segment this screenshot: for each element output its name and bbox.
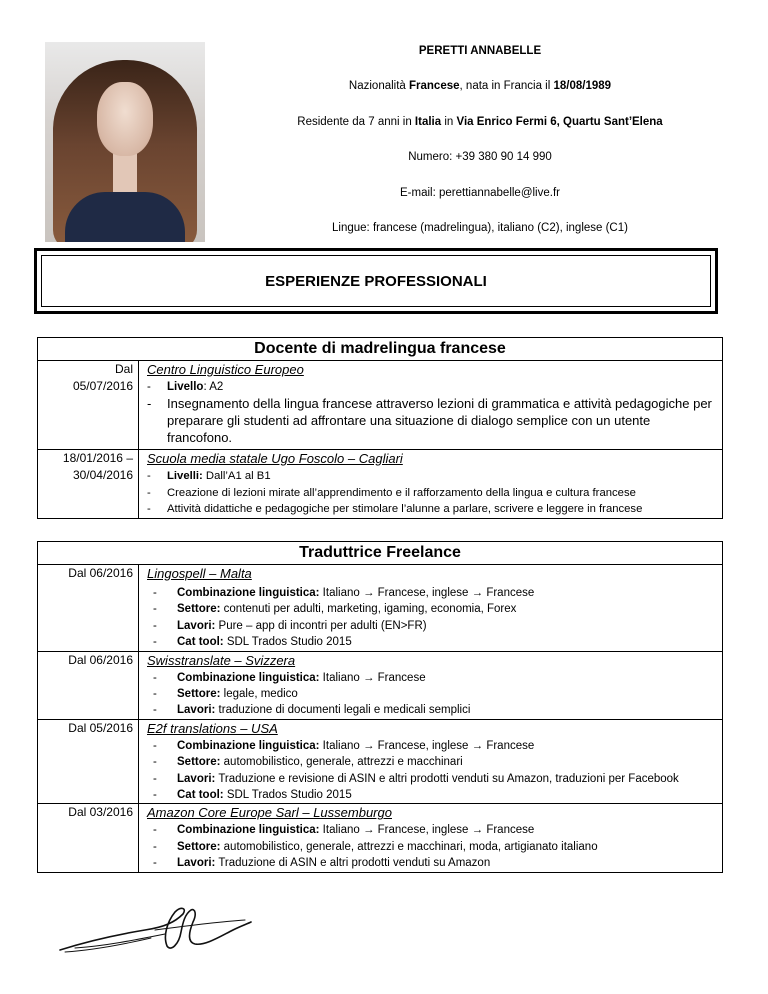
employer-name: Swisstranslate – Svizzera <box>147 652 296 668</box>
task-list <box>139 737 722 804</box>
task-list <box>139 378 722 395</box>
level-label: Livello <box>167 381 204 393</box>
sector-label: Settore: <box>177 688 221 701</box>
nationality-mid: , nata in Francia il <box>459 80 554 92</box>
sector-label: Settore: <box>177 756 221 769</box>
date-line: 18/01/2016 – <box>62 451 133 465</box>
teaching-entry-2 <box>139 450 723 519</box>
combination-label: Combinazione linguistica: <box>177 824 320 837</box>
date-line: 30/04/2016 <box>72 468 133 482</box>
section-heading-box <box>34 248 718 314</box>
freelance-date-4: Dal 03/2016 <box>38 804 139 872</box>
teaching-title: Docente di madrelingua francese <box>38 338 723 361</box>
freelance-entry-2 <box>139 651 723 719</box>
residence-mid: in <box>441 116 457 128</box>
level-label: Livelli: <box>167 470 203 482</box>
works-label: Lavori: <box>177 619 216 632</box>
list-item <box>153 787 718 803</box>
works-label: Lavori: <box>177 857 216 870</box>
sector-value: automobilistico, generale, attrezzi e macchinari <box>220 756 463 769</box>
residence-prefix: Residente da 7 anni in <box>297 116 415 128</box>
task-list <box>139 669 722 719</box>
works-value: Traduzione di ASIN e altri prodotti venduti su Amazon <box>215 857 491 870</box>
task-list <box>139 467 722 518</box>
sector-value: contenuti per adulti, marketing, igaming, economia, Forex <box>220 603 517 616</box>
employer-name: Scuola media statale Ugo Foscolo – Cagliari <box>147 451 403 466</box>
cattool-label: Cat tool: <box>177 789 224 802</box>
person-name: PERETTI ANNABELLE <box>418 45 542 57</box>
combination-label: Combinazione linguistica: <box>177 739 320 752</box>
freelance-date-3: Dal 05/2016 <box>38 719 139 804</box>
section-heading: ESPERIENZE PROFESSIONALI <box>41 255 711 307</box>
residence-address: Via Enrico Fermi 6, Quartu Sant’Elena <box>456 116 663 128</box>
combination-value: Italiano → Francese, inglese → Francese <box>319 587 535 599</box>
freelance-date-1: Dal 06/2016 <box>38 565 139 652</box>
works-value: Pure – app di incontri per adulti (EN>FR) <box>215 619 427 632</box>
teaching-entry-1 <box>139 361 723 450</box>
list-item <box>153 670 718 686</box>
list-item <box>153 771 718 787</box>
employer-name: E2f translations – USA <box>147 720 278 736</box>
list-item <box>153 855 718 871</box>
works-value: Traduzione e revisione di ASIN e altri prodotti venduti su Amazon, traduzioni per Facebook <box>215 772 679 785</box>
email-line: E-mail: perettiannabelle@live.fr <box>400 187 560 199</box>
phone-line: Numero: +39 380 90 14 990 <box>408 151 552 163</box>
freelance-entry-3 <box>139 719 723 804</box>
cattool-value: SDL Trados Studio 2015 <box>223 789 352 802</box>
residence-line <box>230 115 730 129</box>
works-label: Lavori: <box>177 772 216 785</box>
list-item <box>153 618 718 634</box>
sector-value: automobilistico, generale, attrezzi e macchinari, moda, artigianato italiano <box>220 840 598 853</box>
sector-label: Settore: <box>177 840 221 853</box>
freelance-title: Traduttrice Freelance <box>38 542 723 565</box>
level-value: : A2 <box>203 381 224 393</box>
list-item: - Creazione di lezioni mirate all’apprendimento e il rafforzamento della lingua e cultura francese <box>147 485 718 501</box>
freelance-entry-4 <box>139 804 723 872</box>
profile-photo <box>45 42 205 242</box>
list-item <box>153 686 718 702</box>
nationality-country: Francese <box>409 80 460 92</box>
list-item <box>147 467 718 485</box>
residence-country: Italia <box>414 116 442 128</box>
nationality-prefix: Nazionalità <box>348 80 410 92</box>
signature <box>55 900 255 960</box>
combination-label: Combinazione linguistica: <box>177 587 320 599</box>
combination-value: Italiano → Francese, inglese → Francese <box>319 739 535 752</box>
freelance-table <box>37 541 723 873</box>
cattool-value: SDL Trados Studio 2015 <box>223 636 352 649</box>
employer-name: Centro Linguistico Europeo <box>147 362 304 377</box>
photo-neck <box>113 152 137 196</box>
list-item <box>153 601 718 617</box>
cattool-label: Cat tool: <box>177 636 224 649</box>
languages-line: Lingue: francese (madrelingua), italiano (C2), inglese (C1) <box>332 222 628 234</box>
task-list <box>139 582 722 651</box>
list-item <box>153 585 718 601</box>
level-value: Dall’A1 al B1 <box>202 470 271 482</box>
combination-label: Combinazione linguistica: <box>177 671 320 684</box>
task-list <box>139 821 722 871</box>
date-line: Dal <box>114 362 133 376</box>
teaching-date-2 <box>38 450 139 519</box>
date-line: 05/07/2016 <box>72 379 133 393</box>
list-item: - Insegnamento della lingua francese attraverso lezioni di grammatica e attività pedagogiche per preparare gli studenti ad affrontare una situazione di dialogo semplice con un utente francofono. <box>147 395 718 446</box>
teaching-table <box>37 337 723 519</box>
combination-value: Italiano → Francese, inglese → Francese <box>319 824 535 837</box>
employer-name: Amazon Core Europe Sarl – Lussemburgo <box>147 805 392 821</box>
list-item: - Attività didattiche e pedagogiche per stimolare l’alunne a parlare, scrivere e leggere in francese <box>147 501 718 517</box>
works-value: traduzione di documenti legali e medicali semplici <box>215 704 471 717</box>
list-item <box>153 822 718 838</box>
freelance-date-2: Dal 06/2016 <box>38 651 139 719</box>
nationality-line <box>230 79 730 93</box>
list-item <box>153 754 718 770</box>
list-item <box>153 634 718 650</box>
combination-value: Italiano → Francese <box>319 671 426 684</box>
sector-value: legale, medico <box>220 688 298 701</box>
freelance-entry-1 <box>139 565 723 652</box>
photo-face <box>97 82 153 156</box>
list-item <box>153 702 718 718</box>
list-item <box>147 379 718 395</box>
employer-name: Lingospell – Malta <box>147 566 252 581</box>
birthdate: 18/08/1989 <box>553 80 612 92</box>
sector-label: Settore: <box>177 603 221 616</box>
task-list <box>139 395 722 449</box>
list-item <box>153 738 718 754</box>
works-label: Lavori: <box>177 704 216 717</box>
photo-shirt <box>65 192 185 242</box>
list-item <box>153 839 718 855</box>
teaching-date-1 <box>38 361 139 450</box>
